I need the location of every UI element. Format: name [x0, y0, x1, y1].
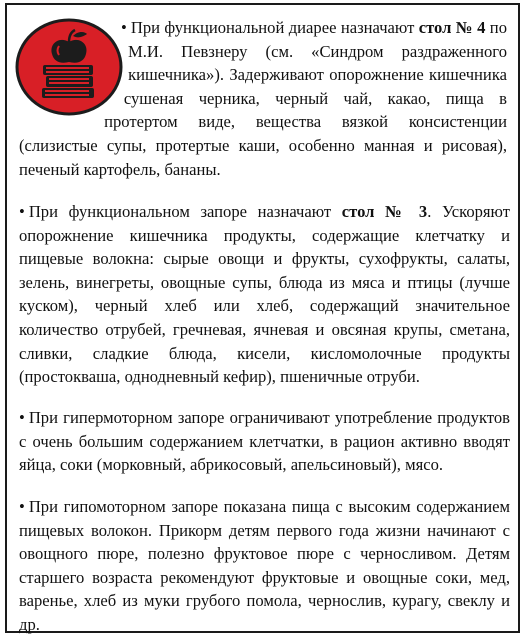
bullet: • — [19, 408, 25, 427]
paragraph-text: . Ускоряют опорожнение кишечника продукты, содержащие клетчатку и пищевые волокна: сырые овощи и фрукты, сухофрукты, салаты, зелень, винегреты, овощные супы, блюда из мяса и птицы (лучше куском), черный хлеб или хлеб, содержащий значительное количество отрубей, гречневая, ячневая и овсяная крупы, сметана, сливки, сладкие блюда, кисели, кисломолочные продукты (простокваша, однодневный кефир), пшеничные отруби. — [19, 202, 510, 387]
paragraph-text: При функциональной диарее назначают — [130, 18, 419, 37]
paragraph-text: по М.И. Певзнеру (см. «Синдром раздраженного кишечника»). Задерживают опорожнение кишечника сушеная черника, черный чай, какао, пища в протертом виде, вещества вязкой консистенции (слизистые супы, протертые каши, особенно манная и рисовая), печеный картофель, бананы. — [19, 18, 507, 179]
text-box — [5, 3, 520, 633]
diet-number: стол № 3 — [341, 202, 428, 221]
paragraph-text: При гипомоторном запоре показана пища с высоким содержанием пищевых волокон. Прикорм детям первого года жизни начинают с овощного пюре, полезно фруктовое пюре с черносливом. Детям старшего возраста рекомендуют фруктовые и овощные соки, мед, варенье, хлеб из муки грубого помола, чернослив, курагу, свеклу и др. — [19, 497, 510, 634]
bullet: • — [19, 497, 25, 516]
diet-number: стол № 4 — [418, 18, 486, 37]
paragraph-hypomotor — [19, 495, 510, 637]
paragraph-hypermotor — [19, 406, 510, 477]
paragraph-text: При гипермоторном запоре ограничивают употребление продуктов с очень большим содержанием клетчатки, в рацион активно вводят яйца, соки (морковный, абрикосовый, апельсиновый), мясо. — [19, 408, 510, 475]
paragraph-text: При функциональном запоре назначают — [28, 202, 342, 221]
apple-on-books-icon — [15, 18, 123, 116]
paragraph-constipation — [19, 200, 510, 389]
bullet: • — [19, 202, 25, 221]
bullet: • — [121, 18, 127, 37]
paragraph-diarrhea — [19, 16, 507, 181]
